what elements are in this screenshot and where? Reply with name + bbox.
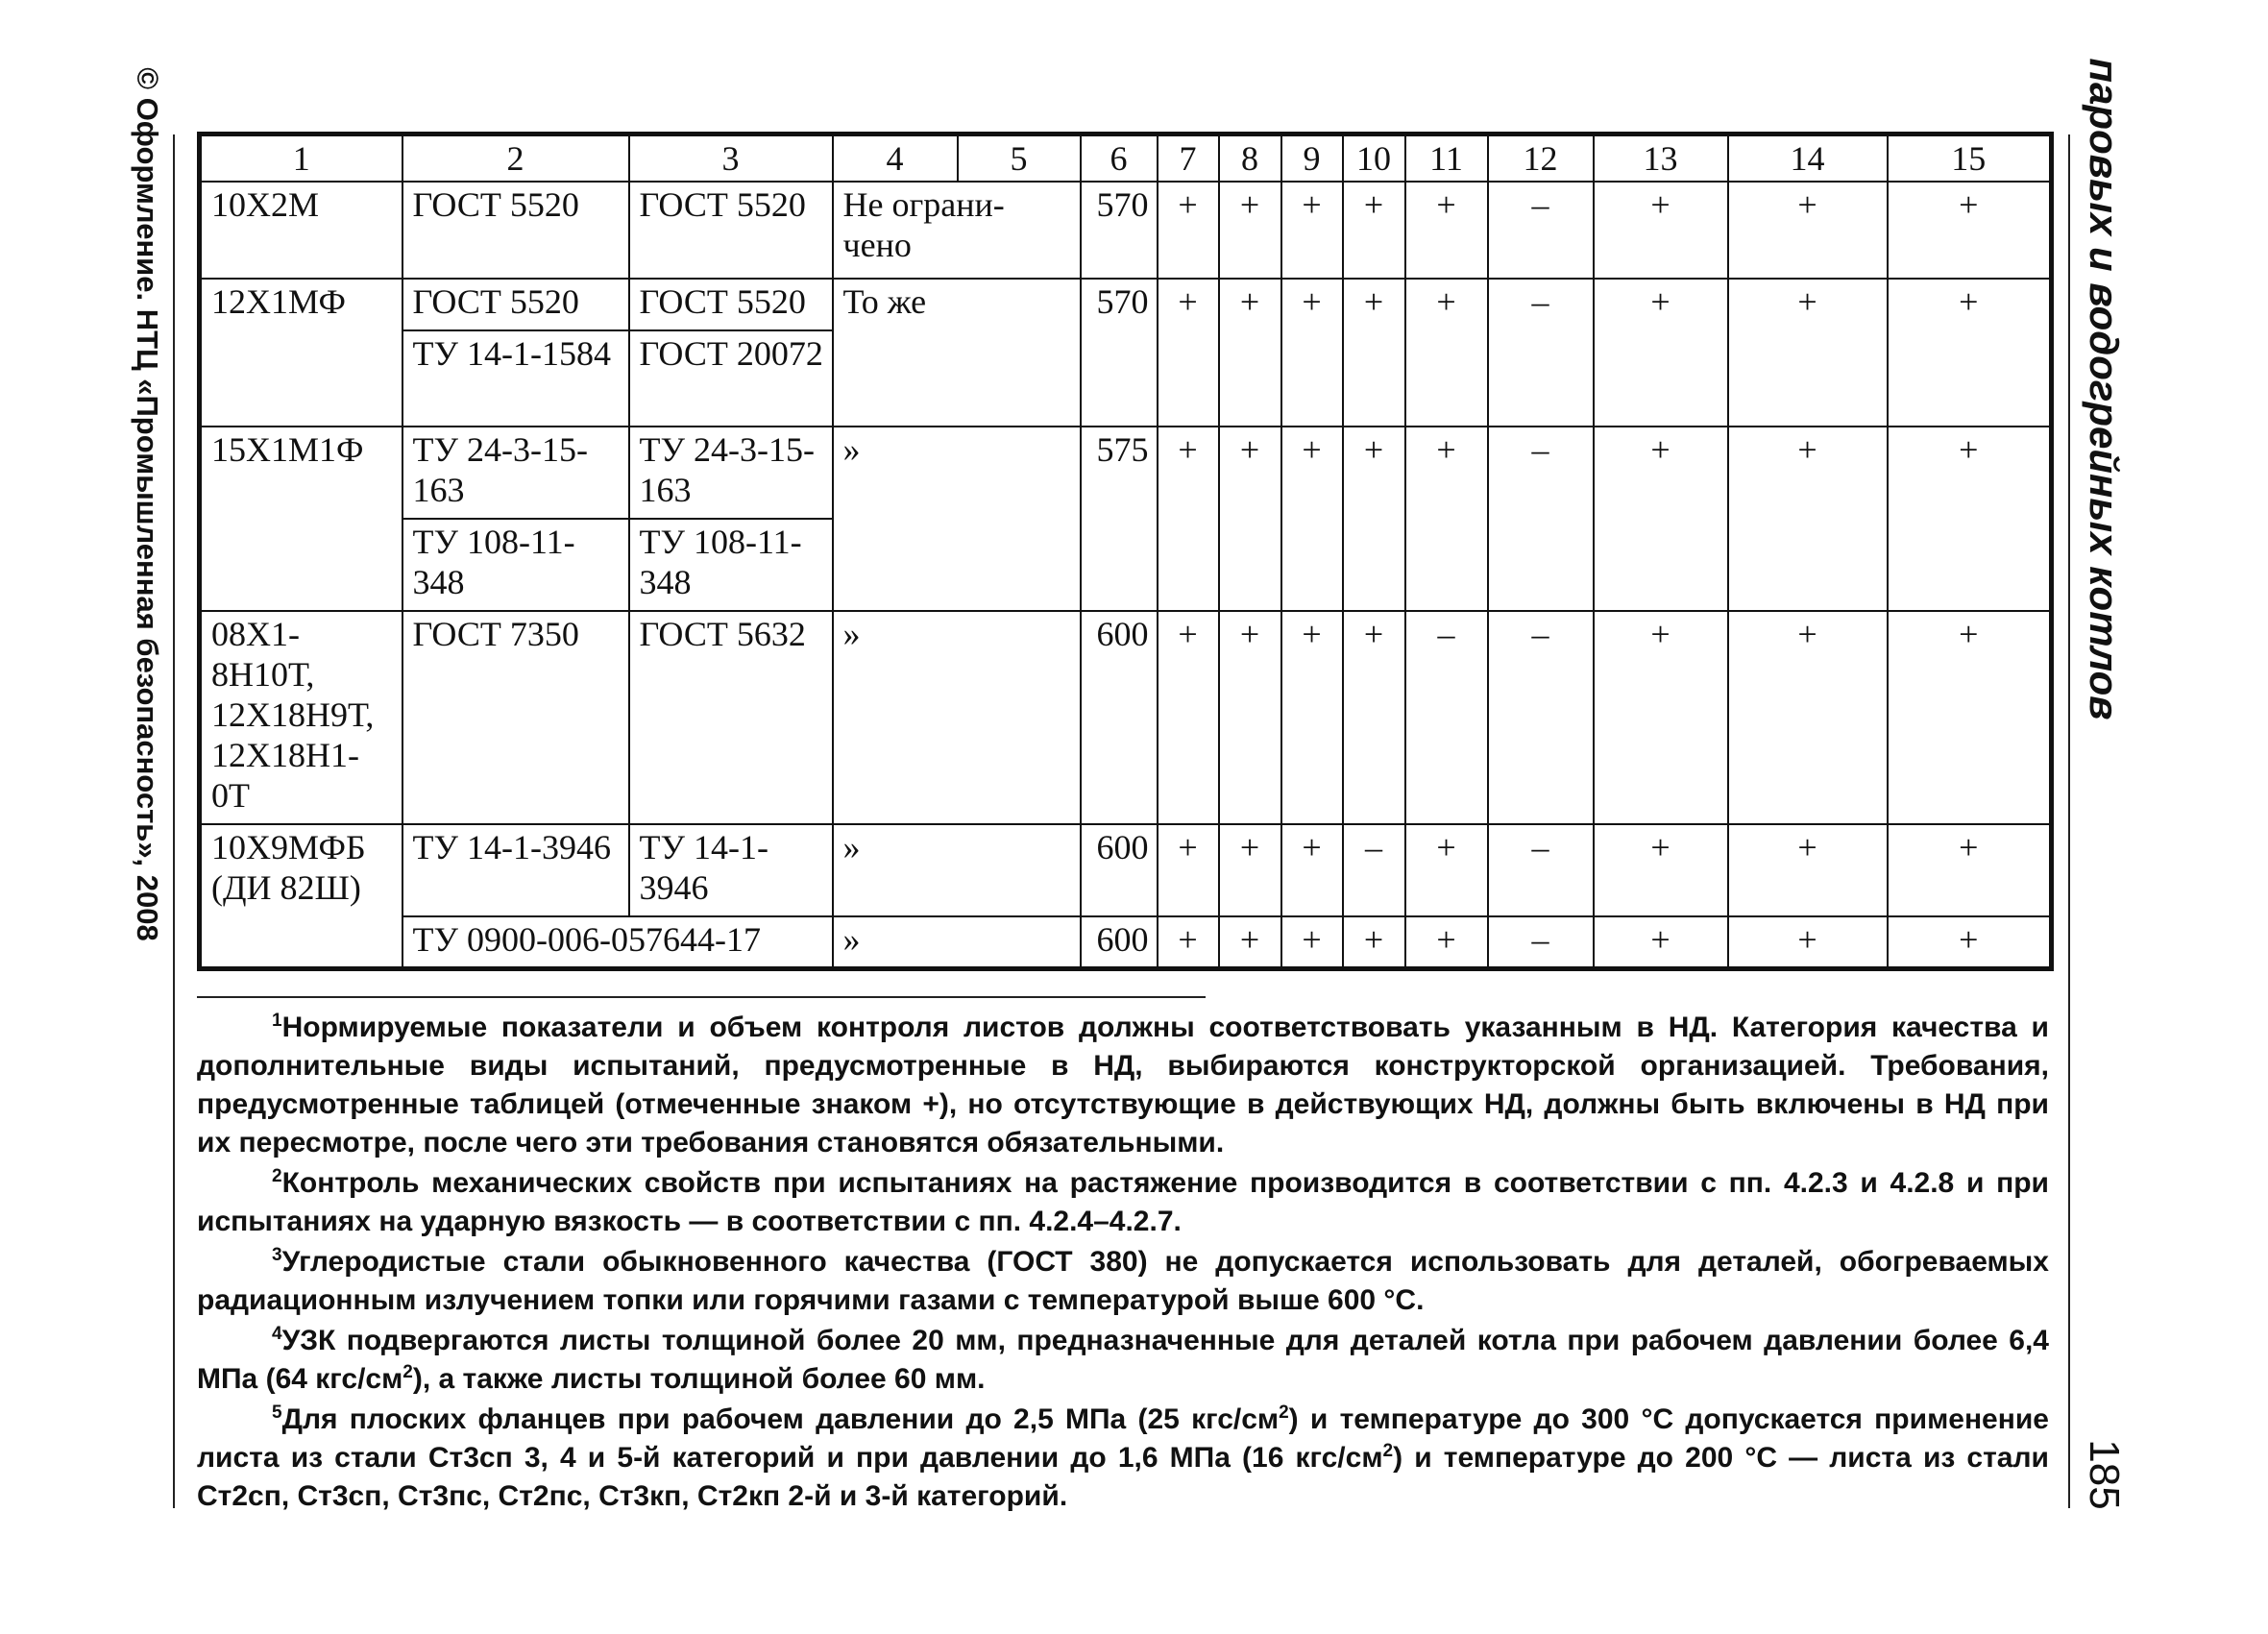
nd-cell: ТУ 108-11-348: [629, 519, 833, 611]
mark-cell: +: [1343, 182, 1405, 279]
nd-cell: ГОСТ 5520: [629, 182, 833, 279]
mark-cell: +: [1219, 824, 1281, 916]
mark-cell: +: [1281, 427, 1343, 611]
mark-cell: +: [1158, 916, 1219, 968]
header-cell: 5: [958, 134, 1081, 183]
nd-cell: ГОСТ 5520: [402, 182, 629, 279]
footnotes: [197, 1009, 2049, 1518]
header-cell: 7: [1158, 134, 1219, 183]
footnote-separator: [197, 996, 1206, 998]
mark-cell: +: [1728, 824, 1888, 916]
nd-cell: ТУ 24-3-15-163: [402, 427, 629, 519]
nd-cell: ТУ 0900-006-057644-17: [402, 916, 833, 968]
mark-cell: +: [1219, 279, 1281, 427]
mark-cell: +: [1343, 279, 1405, 427]
mark-cell: +: [1343, 611, 1405, 824]
header-cell: 14: [1728, 134, 1888, 183]
requirements-table: [197, 132, 2054, 971]
mark-cell: –: [1488, 427, 1594, 611]
nd-cell: ТУ 14-1-3946: [629, 824, 833, 916]
mark-cell: –: [1343, 824, 1405, 916]
mark-cell: +: [1343, 427, 1405, 611]
mark-cell: +: [1405, 427, 1488, 611]
copyright-text: © Оформление. НТЦ «Промышленная безопасность», 2008: [131, 67, 164, 941]
mark-cell: +: [1281, 916, 1343, 968]
left-margin-rule: [173, 134, 175, 1508]
temperature-cell: 575: [1081, 427, 1158, 611]
limit-cell: То же: [833, 279, 1081, 427]
nd-cell: ГОСТ 5520: [629, 279, 833, 330]
temperature-cell: 600: [1081, 611, 1158, 824]
header-cell: 4: [833, 134, 958, 183]
mark-cell: +: [1405, 824, 1488, 916]
table-row: [200, 916, 2052, 968]
mark-cell: +: [1405, 279, 1488, 427]
footnote-text: Для плоских фланцев при рабочем давлении до 2,5 МПа (25 кгс/см: [281, 1403, 1280, 1435]
superscript: 2: [1382, 1441, 1394, 1461]
steel-grade-cell: 10Х2М: [200, 182, 402, 279]
mark-cell: +: [1728, 427, 1888, 611]
mark-cell: –: [1488, 824, 1594, 916]
mark-cell: +: [1888, 824, 2052, 916]
temperature-cell: 600: [1081, 916, 1158, 968]
mark-cell: +: [1594, 279, 1728, 427]
steel-grade-cell: 08Х1-8Н10Т, 12Х18Н9Т, 12Х18Н1-0Т: [200, 611, 402, 824]
header-cell: 15: [1888, 134, 2052, 183]
table-header-row: [200, 134, 2052, 183]
header-cell: 9: [1281, 134, 1343, 183]
mark-cell: +: [1281, 824, 1343, 916]
mark-cell: –: [1405, 611, 1488, 824]
table-row: [200, 279, 2052, 330]
footnote-number: 2: [272, 1166, 282, 1186]
footnote: [197, 1164, 2049, 1241]
nd-cell: ГОСТ 7350: [402, 611, 629, 824]
header-cell: 2: [402, 134, 629, 183]
header-cell: 11: [1405, 134, 1488, 183]
mark-cell: +: [1728, 916, 1888, 968]
mark-cell: –: [1488, 182, 1594, 279]
mark-cell: +: [1594, 427, 1728, 611]
footnote-text: Контроль механических свойств при испытаниях на растяжение производится в соответствии с пп. 4.2.3 и 4.2.8 и при испытаниях на ударную вязкость — в соответствии с пп. 4.2.4–4.2.7.: [197, 1167, 2049, 1237]
page-number: [2075, 1431, 2133, 1518]
mark-cell: +: [1281, 611, 1343, 824]
mark-cell: –: [1488, 916, 1594, 968]
table-row: [200, 427, 2052, 519]
nd-cell: ГОСТ 5632: [629, 611, 833, 824]
mark-cell: –: [1488, 611, 1594, 824]
footnote-text: ) и температуре до 200 °С — листа из стали Ст2сп, Ст3сп, Ст3пс, Ст2пс, Ст3кп, Ст2кп 2-й и 3-й категорий.: [197, 1442, 2049, 1512]
header-cell: 12: [1488, 134, 1594, 183]
mark-cell: +: [1219, 611, 1281, 824]
footnote-text: Углеродистые стали обыкновенного качества (ГОСТ 380) не допускается использовать для деталей, обогреваемых радиационным излучением топки или горячими газами с температурой выше 600 °С.: [197, 1246, 2049, 1316]
footnote: [197, 1401, 2049, 1516]
mark-cell: +: [1281, 279, 1343, 427]
mark-cell: +: [1594, 916, 1728, 968]
footnote-text: ), а также листы толщиной более 60 мм.: [412, 1363, 986, 1395]
limit-cell: »: [833, 427, 1081, 611]
steel-grade-cell: 12Х1МФ: [200, 279, 402, 427]
mark-cell: +: [1594, 824, 1728, 916]
mark-cell: +: [1594, 611, 1728, 824]
mark-cell: +: [1888, 916, 2052, 968]
limit-cell: Не ограни-чено: [833, 182, 1081, 279]
nd-cell: ТУ 14-1-1584: [402, 330, 629, 427]
superscript: 2: [402, 1362, 413, 1382]
nd-cell: ТУ 14-1-3946: [402, 824, 629, 916]
mark-cell: +: [1888, 279, 2052, 427]
nd-cell: ТУ 24-3-15-163: [629, 427, 833, 519]
footnote-number: 4: [272, 1324, 282, 1344]
temperature-cell: 600: [1081, 824, 1158, 916]
table-row: [200, 182, 2052, 279]
mark-cell: +: [1219, 182, 1281, 279]
header-cell: 6: [1081, 134, 1158, 183]
header-cell: 1: [200, 134, 402, 183]
limit-cell: »: [833, 611, 1081, 824]
mark-cell: +: [1888, 182, 2052, 279]
mark-cell: +: [1728, 279, 1888, 427]
header-cell: 8: [1219, 134, 1281, 183]
footnote-text: УЗК подвергаются листы толщиной более 20 мм, предназначенные для деталей котла при рабочем давлении более 6,4 МПа (64 кгс/см: [197, 1325, 2049, 1395]
limit-cell: »: [833, 916, 1081, 968]
mark-cell: +: [1219, 427, 1281, 611]
header-cell: 10: [1343, 134, 1405, 183]
footnote-number: 3: [272, 1245, 282, 1265]
mark-cell: +: [1343, 916, 1405, 968]
mark-cell: +: [1158, 279, 1219, 427]
footnote: [197, 1322, 2049, 1399]
nd-cell: ТУ 108-11-348: [402, 519, 629, 611]
mark-cell: +: [1281, 182, 1343, 279]
footnote-number: 1: [272, 1011, 282, 1031]
header-cell: 3: [629, 134, 833, 183]
mark-cell: +: [1728, 611, 1888, 824]
mark-cell: +: [1728, 182, 1888, 279]
footnote-number: 5: [272, 1402, 282, 1423]
mark-cell: +: [1158, 427, 1219, 611]
table-row: [200, 824, 2052, 916]
running-title-text: паровых и водогрейных котлов: [2082, 58, 2127, 720]
mark-cell: +: [1158, 611, 1219, 824]
right-margin-rule: [2068, 134, 2070, 1508]
mark-cell: –: [1488, 279, 1594, 427]
footnote: [197, 1243, 2049, 1320]
mark-cell: +: [1158, 824, 1219, 916]
nd-cell: ГОСТ 5520: [402, 279, 629, 330]
mark-cell: +: [1888, 611, 2052, 824]
mark-cell: +: [1219, 916, 1281, 968]
footnote: [197, 1009, 2049, 1162]
nd-cell: ГОСТ 20072: [629, 330, 833, 427]
temperature-cell: 570: [1081, 182, 1158, 279]
left-side-copyright: [123, 67, 171, 941]
mark-cell: +: [1158, 182, 1219, 279]
steel-grade-cell: 10Х9МФБ (ДИ 82Ш): [200, 824, 402, 968]
mark-cell: +: [1405, 182, 1488, 279]
footnote-text: ) и температуре до 300 °С допускается применение листа из стали Ст3сп 3, 4 и 5-й категорий и при давлении до 1,6 МПа (16 кгс/см: [197, 1403, 2049, 1474]
steel-grade-cell: 15Х1М1Ф: [200, 427, 402, 611]
temperature-cell: 570: [1081, 279, 1158, 427]
limit-cell: »: [833, 824, 1081, 916]
header-cell: 13: [1594, 134, 1728, 183]
table-row: [200, 611, 2052, 824]
right-side-running-title: [2075, 58, 2133, 720]
superscript: 2: [1279, 1402, 1289, 1423]
footnote-text: Нормируемые показатели и объем контроля листов должны соответствовать указанным в НД. Категория качества и дополнительные виды испытаний, предусмотренные в НД, выбираются конструкторской организацией. Требования, предусмотренные таблицей (отмеченные знаком +), но отсутствующие в действующих НД, должны быть включены в НД при их пересмотре, после чего эти требования становятся обязательными.: [197, 1012, 2049, 1158]
mark-cell: +: [1405, 916, 1488, 968]
page-number-text: 185: [2081, 1439, 2128, 1510]
mark-cell: +: [1594, 182, 1728, 279]
mark-cell: +: [1888, 427, 2052, 611]
